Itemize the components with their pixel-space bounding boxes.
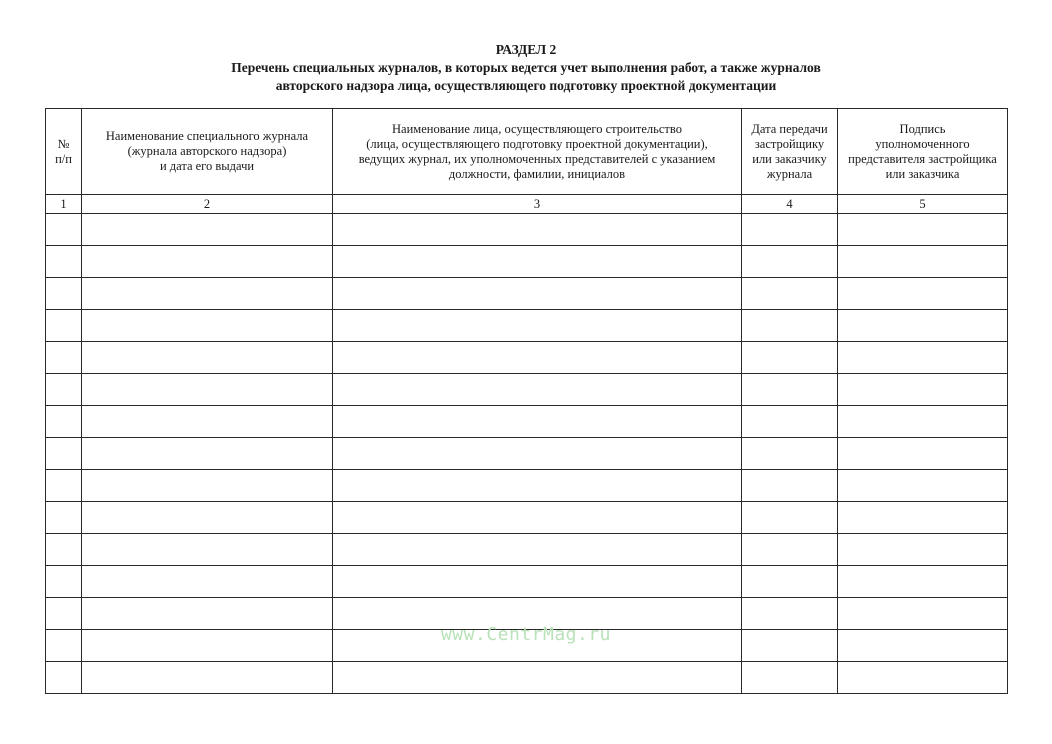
header-text: представителя застройщика — [848, 151, 997, 166]
table-cell[interactable] — [742, 534, 838, 566]
table-cell[interactable] — [838, 598, 1008, 630]
header-text: (журнала авторского надзора) — [127, 144, 287, 158]
column-number: 1 — [46, 195, 82, 214]
table-cell[interactable] — [82, 502, 333, 534]
header-text: ведущих журнал, их уполномоченных представителей с указанием — [358, 151, 716, 166]
table-cell[interactable] — [838, 374, 1008, 406]
table-cell[interactable] — [838, 438, 1008, 470]
table-cell[interactable] — [742, 630, 838, 662]
table-cell[interactable] — [333, 662, 742, 694]
table-cell[interactable] — [82, 566, 333, 598]
table-cell[interactable] — [838, 662, 1008, 694]
table-cell[interactable] — [838, 278, 1008, 310]
table-cell[interactable] — [82, 374, 333, 406]
table-cell[interactable] — [46, 630, 82, 662]
table-row — [46, 246, 1008, 278]
column-number-row — [46, 195, 1008, 214]
column-number: 4 — [742, 195, 838, 214]
table-cell[interactable] — [742, 502, 838, 534]
table-cell[interactable] — [82, 278, 333, 310]
header-transfer-date — [742, 109, 838, 195]
table-cell[interactable] — [333, 502, 742, 534]
table-cell[interactable] — [82, 342, 333, 374]
table-cell[interactable] — [838, 534, 1008, 566]
table-row — [46, 470, 1008, 502]
table-cell[interactable] — [838, 310, 1008, 342]
header-text: Подпись — [899, 121, 946, 136]
header-text: (лица, осуществляющего подготовку проектной документации), — [366, 136, 708, 151]
table-cell[interactable] — [46, 342, 82, 374]
header-signature — [838, 109, 1008, 195]
table-body — [46, 214, 1008, 694]
journal-table — [45, 108, 1008, 694]
table-cell[interactable] — [838, 502, 1008, 534]
table-cell[interactable] — [742, 310, 838, 342]
table-cell[interactable] — [838, 566, 1008, 598]
table-cell[interactable] — [46, 598, 82, 630]
table-cell[interactable] — [46, 566, 82, 598]
table-cell[interactable] — [333, 374, 742, 406]
table-cell[interactable] — [333, 246, 742, 278]
header-text: уполномоченного — [875, 136, 970, 151]
table-row — [46, 406, 1008, 438]
table-cell[interactable] — [742, 406, 838, 438]
table-cell[interactable] — [742, 598, 838, 630]
header-text: п/п — [55, 151, 72, 166]
table-row — [46, 630, 1008, 662]
table-row — [46, 278, 1008, 310]
table-cell[interactable] — [742, 374, 838, 406]
table-cell[interactable] — [333, 630, 742, 662]
header-row — [46, 109, 1008, 195]
watermark: www.CentrMag.ru — [440, 624, 612, 645]
column-number: 5 — [838, 195, 1008, 214]
table-row — [46, 662, 1008, 694]
table-cell[interactable] — [838, 630, 1008, 662]
table-cell[interactable] — [838, 406, 1008, 438]
document-title-line-1: Перечень специальных журналов, в которых ведется учет выполнения работ, а также журналов — [231, 60, 821, 75]
header-text: застройщику — [754, 136, 825, 151]
table-cell[interactable] — [742, 246, 838, 278]
table-cell[interactable] — [333, 470, 742, 502]
table-row — [46, 598, 1008, 630]
table-cell[interactable] — [82, 598, 333, 630]
header-text: Дата передачи — [751, 121, 828, 136]
table-cell[interactable] — [46, 278, 82, 310]
table-row — [46, 374, 1008, 406]
section-title: РАЗДЕЛ 2 — [495, 42, 557, 57]
table-cell[interactable] — [838, 342, 1008, 374]
table-row — [46, 502, 1008, 534]
table-cell[interactable] — [82, 534, 333, 566]
column-number: 2 — [82, 195, 333, 214]
table-cell[interactable] — [333, 406, 742, 438]
header-text: и дата его выдачи — [159, 159, 255, 173]
table-cell[interactable] — [46, 502, 82, 534]
table-row — [46, 438, 1008, 470]
table-cell[interactable] — [742, 470, 838, 502]
column-number: 3 — [333, 195, 742, 214]
header-text: должности, фамилии, инициалов — [448, 166, 626, 181]
table-cell[interactable] — [46, 374, 82, 406]
table-cell[interactable] — [333, 598, 742, 630]
table-cell[interactable] — [46, 470, 82, 502]
header-text: или заказчика — [885, 166, 960, 181]
header-text: Наименование специального журнала — [105, 129, 309, 143]
header-row-number — [46, 109, 82, 195]
table-cell[interactable] — [46, 662, 82, 694]
table-cell[interactable] — [46, 406, 82, 438]
table-cell[interactable] — [333, 310, 742, 342]
table-row — [46, 566, 1008, 598]
table-cell[interactable] — [742, 214, 838, 246]
header-text: или заказчику — [752, 151, 827, 166]
table-row — [46, 310, 1008, 342]
table-row — [46, 214, 1008, 246]
table-cell[interactable] — [82, 246, 333, 278]
table-cell[interactable] — [742, 342, 838, 374]
table-cell[interactable] — [82, 662, 333, 694]
table-cell[interactable] — [333, 438, 742, 470]
table-row — [46, 342, 1008, 374]
table-cell[interactable] — [333, 342, 742, 374]
table-cell[interactable] — [838, 470, 1008, 502]
table-row — [46, 534, 1008, 566]
table-cell[interactable] — [46, 438, 82, 470]
header-journal-name — [82, 109, 333, 195]
table-cell[interactable] — [333, 214, 742, 246]
table-cell[interactable] — [742, 278, 838, 310]
table-cell[interactable] — [333, 534, 742, 566]
table-cell[interactable] — [46, 310, 82, 342]
table-cell[interactable] — [46, 246, 82, 278]
table-cell[interactable] — [46, 534, 82, 566]
table-cell[interactable] — [742, 566, 838, 598]
table-cell[interactable] — [742, 438, 838, 470]
table-cell[interactable] — [82, 310, 333, 342]
table-cell[interactable] — [838, 214, 1008, 246]
table-cell[interactable] — [742, 662, 838, 694]
table-cell[interactable] — [838, 246, 1008, 278]
table-cell[interactable] — [82, 438, 333, 470]
header-responsible-person — [333, 109, 742, 195]
header-text: журнала — [766, 166, 813, 181]
table-cell[interactable] — [333, 278, 742, 310]
table-cell[interactable] — [82, 470, 333, 502]
header-text: № — [57, 136, 70, 151]
document-title-line-2: авторского надзора лица, осуществляющего подготовку проектной документации — [275, 78, 777, 93]
table-cell[interactable] — [82, 630, 333, 662]
table-cell[interactable] — [333, 566, 742, 598]
table-cell[interactable] — [82, 214, 333, 246]
table-cell[interactable] — [82, 406, 333, 438]
header-text: Наименование лица, осуществляющего строительство — [392, 121, 682, 136]
table-cell[interactable] — [46, 214, 82, 246]
